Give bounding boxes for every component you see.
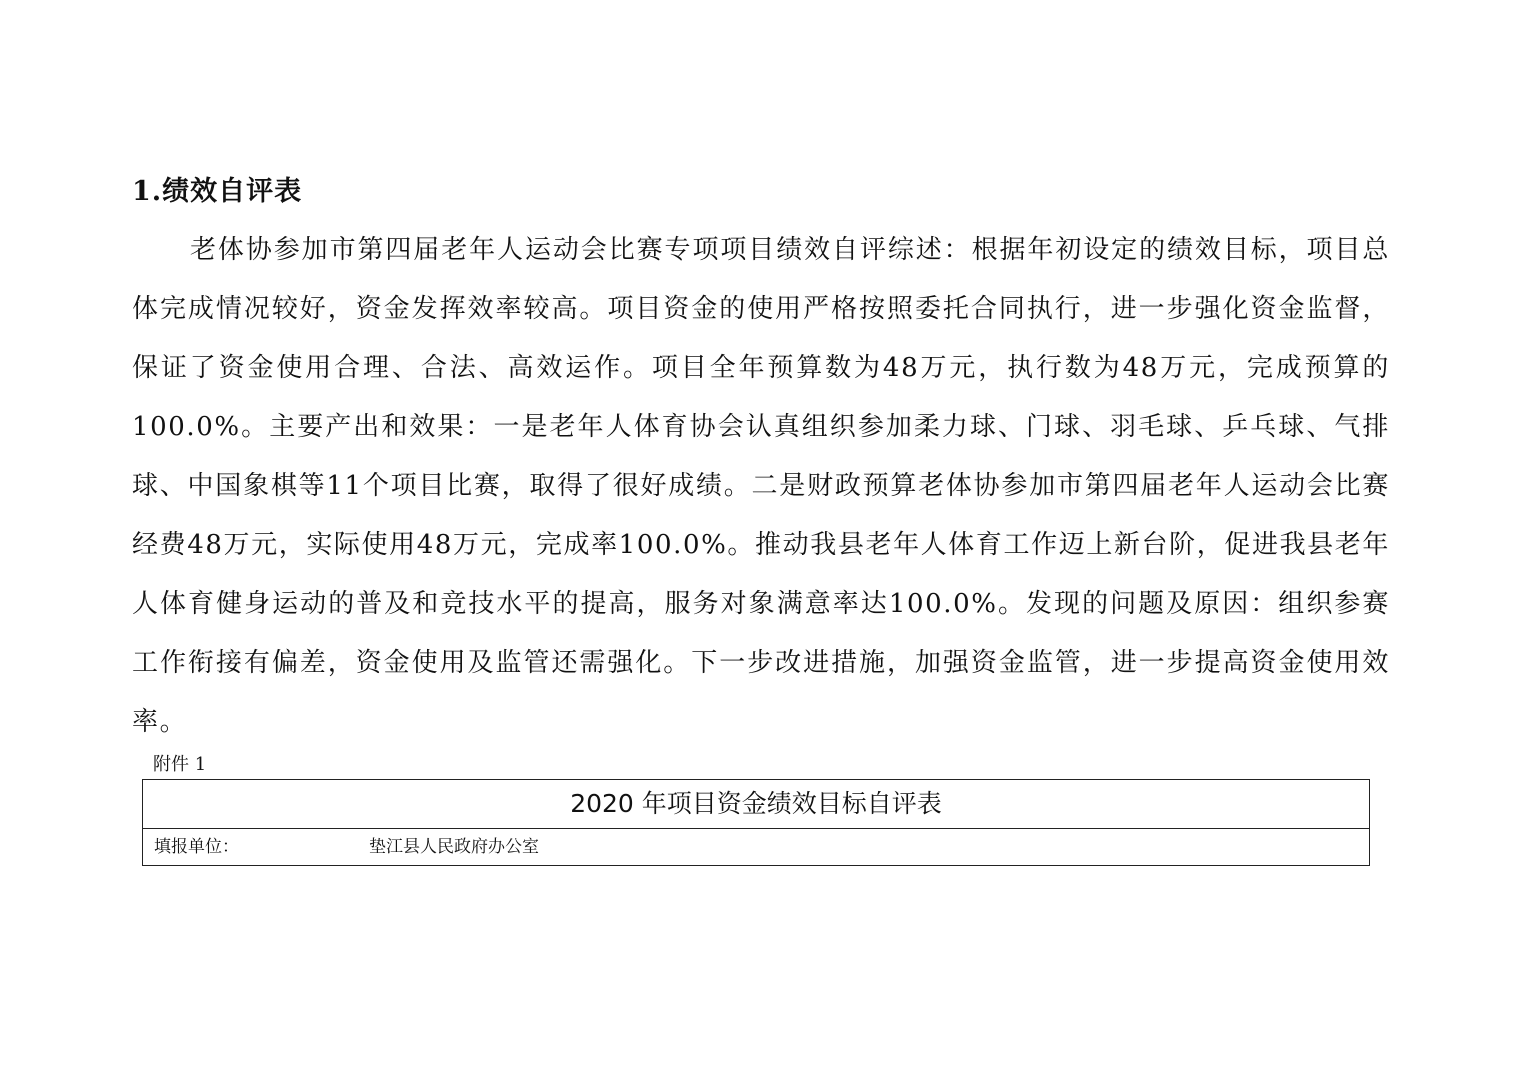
- table-info-row: [143, 829, 1369, 865]
- section-heading: 1.绩效自评表: [132, 176, 303, 207]
- reporting-unit-value: 垫江县人民政府办公室: [369, 837, 539, 857]
- table-title-row: [143, 780, 1369, 829]
- table-title: 2020 年项目资金绩效目标自评表: [570, 789, 942, 818]
- performance-summary-paragraph: 老体协参加市第四届老年人运动会比赛专项项目绩效自评综述：根据年初设定的绩效目标，项目总体完成情况较好，资金发挥效率较高。项目资金的使用严格按照委托合同执行，进一步强化资金监督，保证了资金使用合理、合法、高效运作。项目全年预算数为48万元，执行数为48万元，完成预算的100.0%。主要产出和效果：一是老年人体育协会认真组织参加柔力球、门球、羽毛球、乒乓球、气排球、中国象棋等11个项目比赛，取得了很好成绩。二是财政预算老体协参加市第四届老年人运动会比赛经费48万元，实际使用48万元，完成率100.0%。推动我县老年人体育工作迈上新台阶，促进我县老年人体育健身运动的普及和竞技水平的提高，服务对象满意率达100.0%。发现的问题及原因：组织参赛工作衔接有偏差，资金使用及监管还需强化。下一步改进措施，加强资金监管，进一步提高资金使用效率。: [132, 235, 1390, 737]
- reporting-unit-label: 填报单位：: [154, 837, 239, 857]
- self-evaluation-table: [142, 779, 1370, 866]
- attachment-label: 附件 1: [153, 754, 207, 775]
